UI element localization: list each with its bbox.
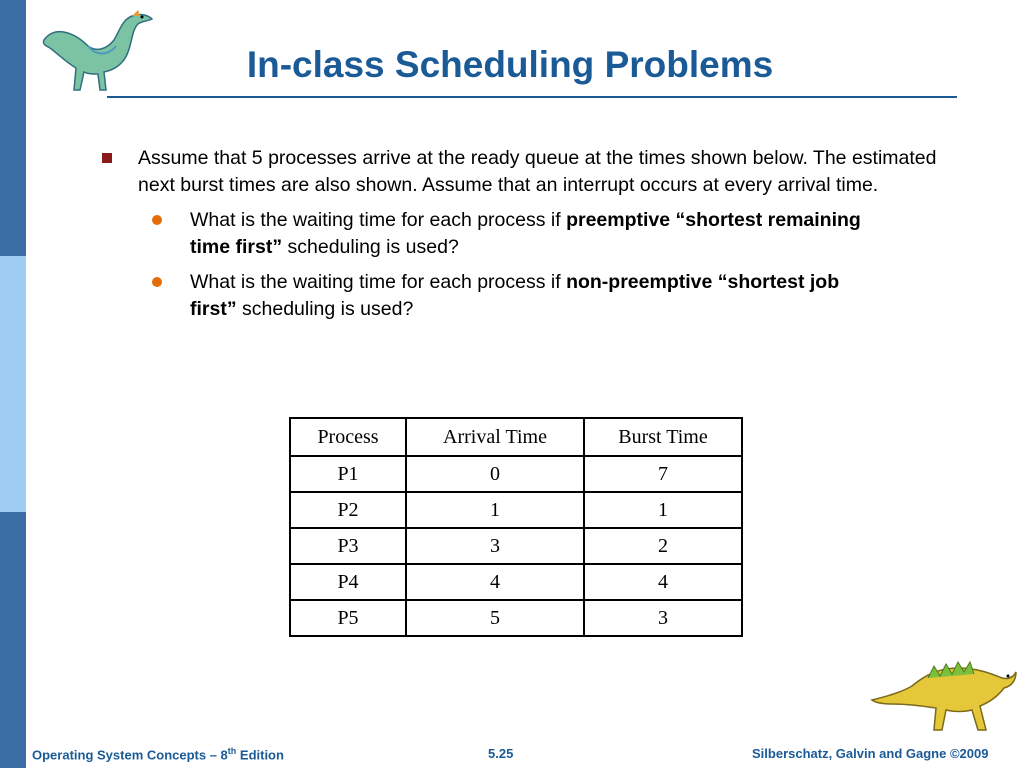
bullet-main	[100, 145, 958, 199]
table-row	[290, 456, 742, 492]
footer-left-pre: Operating System Concepts – 8	[32, 747, 228, 763]
table-row	[290, 600, 742, 636]
cell-process: P5	[290, 600, 406, 636]
bullet-main-text: Assume that 5 processes arrive at the ready queue at the times shown below. The estimated next burst times are also shown. Assume that an interrupt occurs at every arrival time.	[138, 147, 937, 196]
footer-authors: Silberschatz, Galvin and Gagne ©2009	[752, 746, 989, 761]
left-decorative-bar	[0, 0, 26, 768]
cell-burst: 3	[584, 600, 742, 636]
cell-process: P4	[290, 564, 406, 600]
sub-bullet-1-bold: preemptive “shortest remaining time first”	[190, 209, 861, 258]
table-row	[290, 528, 742, 564]
sidebar-segment-bottom	[0, 512, 26, 768]
dot-bullet-icon	[152, 215, 162, 225]
cell-process: P2	[290, 492, 406, 528]
sidebar-segment-middle	[0, 256, 26, 512]
sidebar-segment-top	[0, 0, 26, 256]
cell-arrival: 3	[406, 528, 584, 564]
dot-bullet-icon	[152, 277, 162, 287]
title-underline	[107, 96, 957, 98]
footer-page-number: 5.25	[488, 746, 514, 761]
cell-arrival: 5	[406, 600, 584, 636]
cell-burst: 1	[584, 492, 742, 528]
cell-burst: 7	[584, 456, 742, 492]
sub-bullet-preemptive	[152, 207, 880, 261]
bullet-list	[100, 145, 960, 323]
sub-bullet-2-post: scheduling is used?	[236, 298, 414, 320]
dinosaur-logo-bottom-icon	[868, 656, 1018, 738]
header-arrival-time: Arrival Time	[406, 418, 584, 456]
footer-book-title	[32, 746, 284, 762]
header-process: Process	[290, 418, 406, 456]
footer-left-sup: th	[227, 746, 237, 756]
cell-arrival: 4	[406, 564, 584, 600]
cell-process: P1	[290, 456, 406, 492]
sub-bullet-1-pre: What is the waiting time for each process if	[190, 209, 567, 231]
cell-arrival: 0	[406, 456, 584, 492]
cell-burst: 4	[584, 564, 742, 600]
table-header-row	[290, 418, 742, 456]
footer-left-post: Edition	[236, 747, 284, 763]
cell-burst: 2	[584, 528, 742, 564]
process-table	[289, 417, 743, 637]
page-title: In-class Scheduling Problems	[246, 44, 774, 85]
cell-arrival: 1	[406, 492, 584, 528]
square-bullet-icon	[102, 153, 112, 163]
cell-process: P3	[290, 528, 406, 564]
sub-bullet-2-bold: non-preemptive “shortest job first”	[190, 271, 840, 320]
header-burst-time: Burst Time	[584, 418, 742, 456]
sub-bullet-2-pre: What is the waiting time for each process if	[190, 271, 567, 293]
table-row	[290, 564, 742, 600]
dinosaur-logo-top-icon	[36, 6, 160, 96]
table-row	[290, 492, 742, 528]
sub-bullet-1-post: scheduling is used?	[282, 236, 459, 258]
sub-bullet-non-preemptive	[152, 269, 880, 323]
